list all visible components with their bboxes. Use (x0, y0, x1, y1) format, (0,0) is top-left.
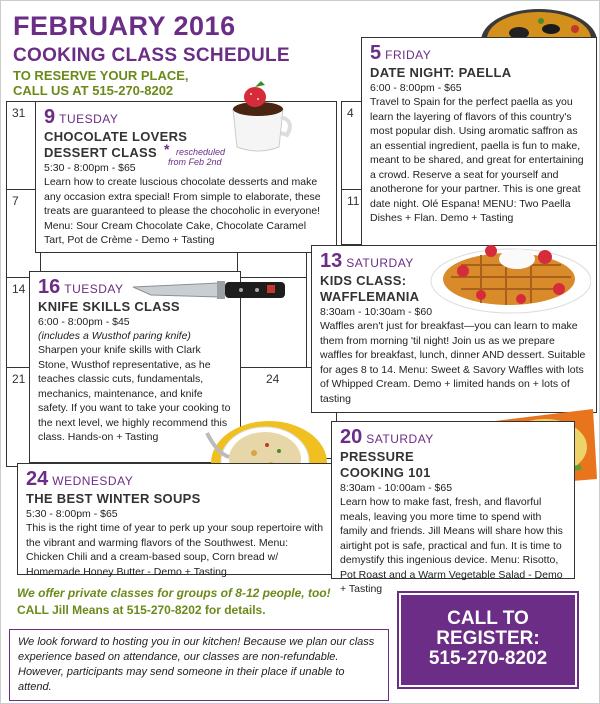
private-class-contact: CALL Jill Means at 515-270-8202 for details. (17, 603, 266, 617)
page-subtitle: COOKING CLASS SCHEDULE (13, 45, 290, 66)
class-day: 5 (370, 42, 382, 64)
calendar-date: 11 (347, 194, 360, 208)
class-time: 8:30am - 10:00am - $65 (340, 482, 453, 494)
class-title: KIDS CLASS: (320, 273, 407, 288)
class-title: CHOCOLATE LOVERS (44, 129, 188, 144)
class-day: 24 (26, 468, 49, 490)
class-weekday: TUESDAY (64, 282, 124, 296)
call-line-1: CALL TO (447, 608, 529, 629)
class-day: 9 (44, 106, 56, 128)
calendar-date: 7 (12, 194, 19, 208)
calendar-date: 21 (12, 372, 26, 386)
call-phone: 515-270-8202 (428, 648, 548, 669)
class-weekday: SATURDAY (366, 432, 434, 446)
class-title: KNIFE SKILLS CLASS (38, 299, 180, 314)
reserve-line-1: TO RESERVE YOUR PLACE, (13, 68, 189, 83)
class-title-line-2: DESSERT CLASS (44, 145, 157, 160)
reserve-phone-line: CALL US AT 515-270-8202 (13, 83, 174, 98)
class-time: 5:30 - 8:00pm - $65 (44, 162, 136, 174)
class-weekday: SATURDAY (346, 256, 414, 270)
class-note: (includes a Wusthof paring knife) (38, 330, 191, 342)
class-time: 5:30 - 8:00pm - $65 (26, 508, 118, 520)
call-to-register-box (399, 593, 577, 687)
class-title: DATE NIGHT: PAELLA (370, 65, 512, 80)
class-weekday: WEDNESDAY (52, 474, 134, 488)
class-description: This is the right time of year to perk up your soup repertoire with the vibrant and warming flavors of the Southwest. Menu: Chicken Chili and a cream-based soup, Corn bread w/ Homemade Honey Butter - Demo + Tasting (26, 522, 324, 578)
private-class-offer: We offer private classes for groups of 8-12 people, too! (17, 586, 331, 600)
chocolate-pot-de-creme-photo (223, 77, 293, 155)
calendar-date: 31 (12, 106, 26, 120)
calendar-date: 4 (347, 106, 354, 120)
calendar-date: 24 (266, 372, 280, 386)
class-weekday: FRIDAY (385, 48, 432, 62)
reschedule-note-date: from Feb 2nd (168, 157, 222, 167)
calendar-date: 14 (12, 282, 26, 296)
class-title: THE BEST WINTER SOUPS (26, 491, 201, 506)
class-time: 6:00 - 8:00pm - $45 (38, 316, 130, 328)
class-weekday: TUESDAY (59, 112, 119, 126)
reschedule-star: * (164, 141, 170, 157)
class-description: Learn how to make fast, fresh, and flavorful meals, leaving you more time to spend with family and friends. Jill Means will share how this airtight pot is safe, practical and fun. It is time to demystify this ingenious device. Menu: Risotto, Pot Roast and a Warm Vegetable Salad - Demo + Tasting (340, 496, 563, 595)
waffles-photo (421, 237, 591, 317)
class-card-feb-20 (331, 421, 575, 595)
closing-note: We look forward to hosting you in our kitchen! Because we plan our class experience based on attendance, our classes are non-refundable. However, participants may send someone in their place if unable to attend. (9, 629, 389, 701)
class-card-feb-24 (17, 463, 335, 578)
class-day: 13 (320, 250, 343, 272)
class-title: PRESSURE (340, 449, 414, 464)
reschedule-note: rescheduled (176, 147, 226, 157)
page-title: FEBRUARY 2016 (13, 11, 236, 41)
class-description: Travel to Spain for the perfect paella as you learn the layering of flavors of this country's most popular dish. Using aromatic saffron as an essential ingredient, paella is fun to make, meant to be shared, and great for entertaining a crowd. Reserve a seat for yourself and anotherone for your partner. This is one great date night. Olé Espana! MENU: Two Paella Dishes + Flan. Demo + Tasting (370, 96, 584, 224)
chef-knife-photo (131, 273, 291, 307)
call-line-2: REGISTER: (436, 628, 540, 649)
class-day: 16 (38, 276, 61, 298)
class-description: Sharpen your knife skills with Clark Stone, Wusthof representative, as he teaches classic cuts, fundamentals, mechanics, maintenance, and knife safety. If you want to take your cooking to the next level, we highly recommend this class. Hands-on + Tasting (38, 344, 231, 443)
class-card-feb-5 (361, 37, 597, 247)
class-title-line-2: COOKING 101 (340, 465, 431, 480)
class-day: 20 (340, 426, 363, 448)
class-description: Learn how to create luscious chocolate desserts and make any occasion extra special! From simple to elaborate, these treats are guaranteed to please the chocoholic in everyone! Menu: Sour Cream Chocolate Cake, Chocolate Caramel Tart, Pot de Crème - Demo + Tasting (44, 176, 321, 246)
class-time: 6:00 - 8:00pm - $65 (370, 82, 462, 94)
class-description: Waffles aren't just for breakfast—you can learn to make them from morning 'til night! Join us as we prepare waffles for breakfast, lunch, dinner AND dessert. Suitable for ages 8 to 14. Menu: Sweet & Savory Waffles with lots of Whipped Cream. Demo + limited hands on + lots of tasting (320, 320, 586, 405)
class-time: 8:30am - 10:30am - $60 (320, 306, 433, 318)
class-title-line-2: WAFFLEMANIA (320, 289, 420, 304)
